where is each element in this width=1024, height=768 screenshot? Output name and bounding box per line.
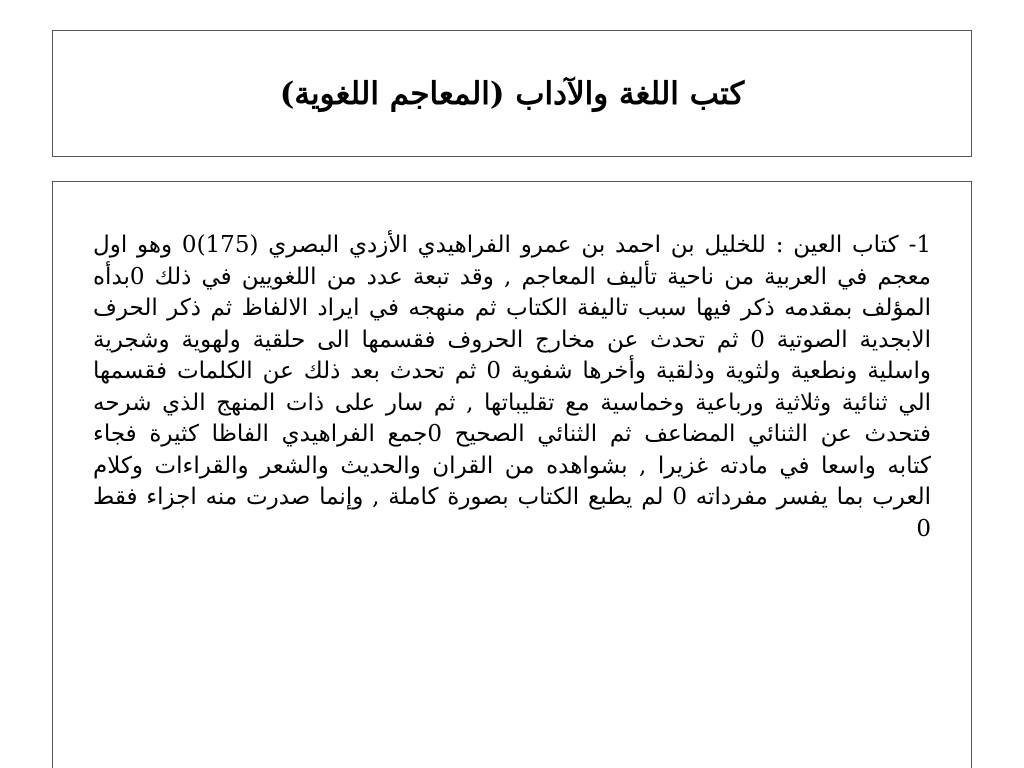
- list-item: [93, 230, 931, 545]
- list-item-number: 1-: [908, 232, 931, 258]
- title-box: [52, 30, 972, 157]
- slide-title: كتب اللغة والآداب (المعاجم اللغوية): [279, 75, 745, 112]
- content-box: [52, 181, 972, 768]
- list-item-text: كتاب العين : للخليل بن احمد بن عمرو الفراهيدي الأزدي البصري (175)0 وهو اول معجم في العربية من ناحية تأليف المعاجم , وقد تبعة عدد من اللغويين في ذلك 0بدأه المؤلف بمقدمه ذكر فيها سبب تاليفة الكتاب ثم منهجه في ايراد الالفاظ ثم ذكر الحرف الابجدية الصوتية 0 ثم تحدث عن مخارج الحروف فقسمها الى حلقية ولهوية وشجرية واسلية ونطعية ولثوية وذلقية وأخرها شفوية 0 ثم تحدث بعد ذلك عن الكلمات فقسمها الي ثنائية وثلاثية ورباعية وخماسية مع تقليباتها , ثم سار على ذات المنهج الذي شرحه فتحدث عن الثنائي المضاعف ثم الثنائي الصحيح 0جمع الفراهيدي الفاظا كثيرة فجاء كتابه واسعا في مادته غزيرا , بشواهده من القران والحديث والشعر والقراءات وكلام العرب بما يفسر مفرداته 0 لم يطبع الكتاب بصورة كاملة , وإنما صدرت منه اجزاء فقط 0: [93, 232, 931, 542]
